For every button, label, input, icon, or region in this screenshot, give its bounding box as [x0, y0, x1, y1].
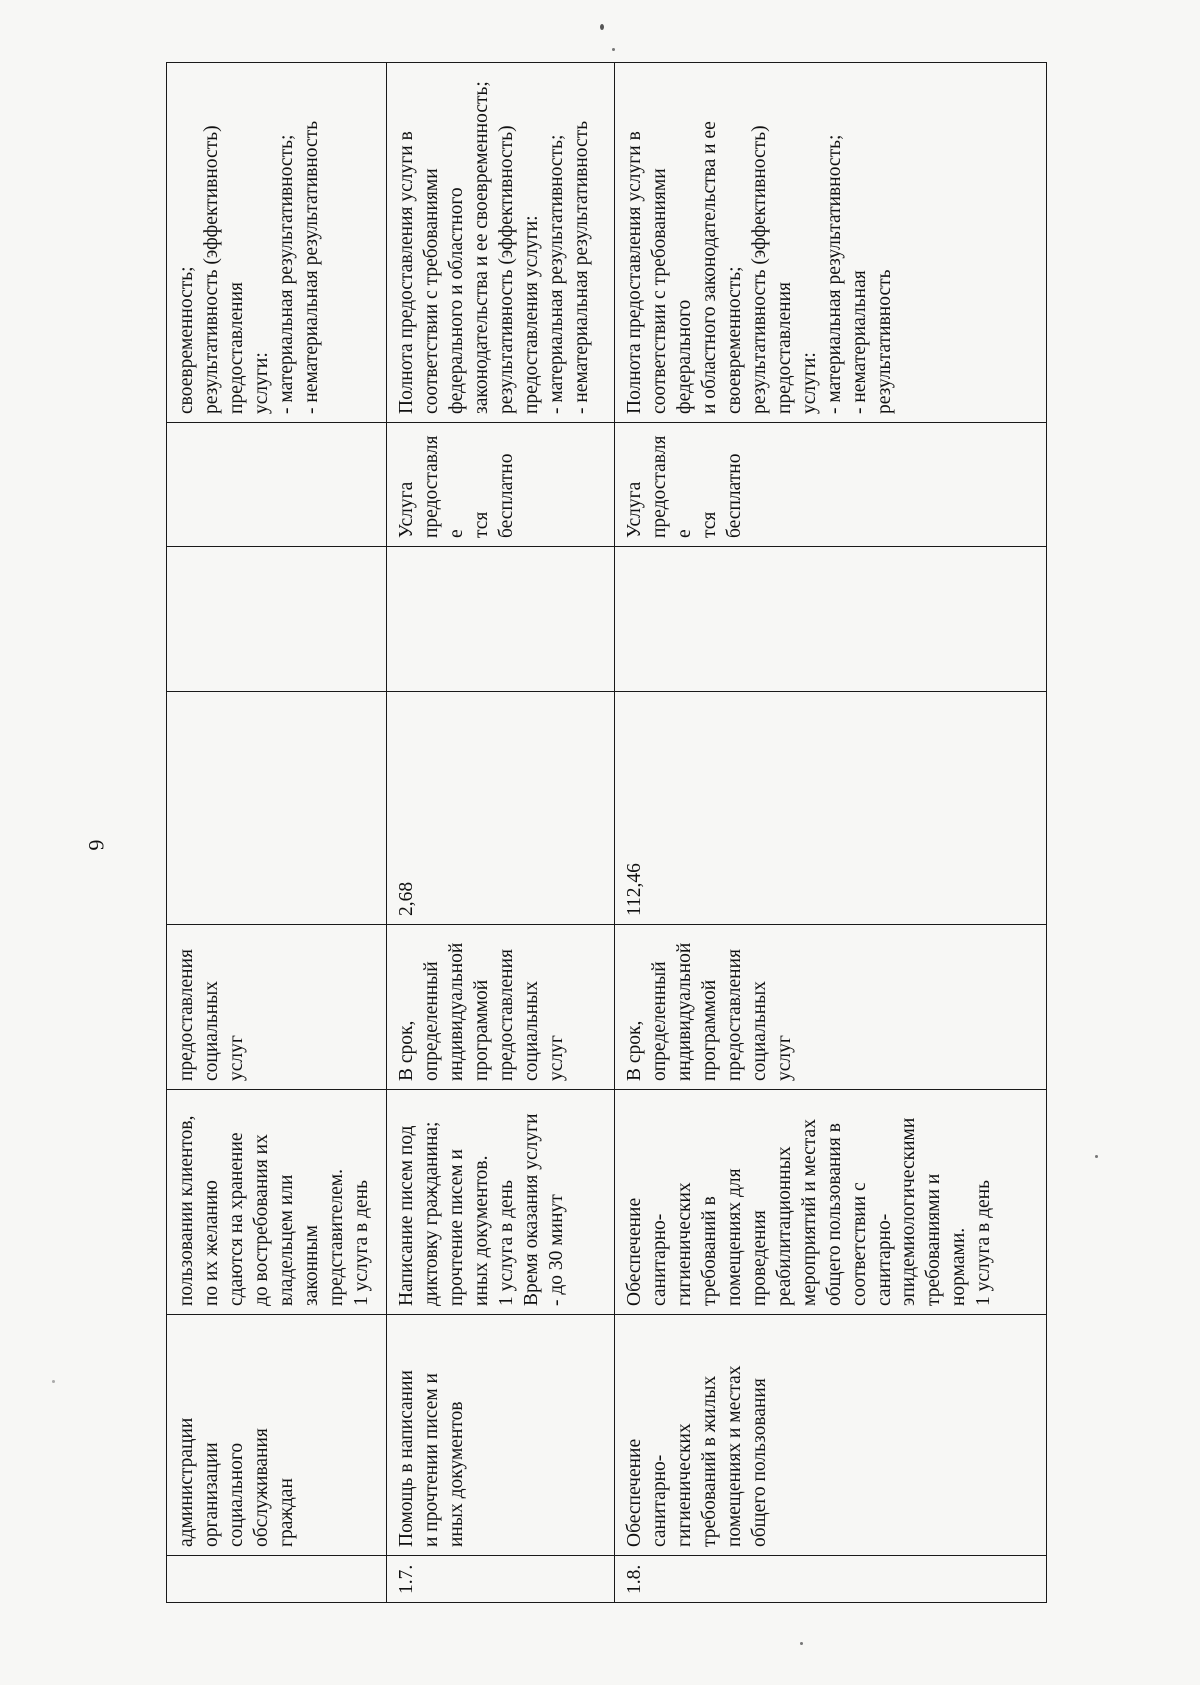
- service-term-cell: предоставления социальных услуг: [167, 925, 387, 1090]
- payment-cell: [167, 423, 387, 547]
- scan-speck: [52, 1380, 55, 1383]
- scan-speck: [1095, 1155, 1098, 1158]
- service-term-cell: В срок, определенный индивидуальной программой предоставления социальных услуг: [387, 925, 615, 1090]
- table-row: [167, 63, 387, 1603]
- service-name-cell: Обеспечение санитарно- гигиенических требований в жилых помещениях и местах общего пользования: [615, 1315, 1047, 1556]
- service-name-cell: администрации организации социального обслуживания граждан: [167, 1315, 387, 1556]
- payment-cell: Услуга предоставляе тся бесплатно: [387, 423, 615, 547]
- table-row: [615, 63, 1047, 1603]
- quality-indicators-cell: Полнота предоставления услуги в соответствии с требованиями федерального и областного законодательства и ее своевременность; результативность (эффективность) предоставления услуги: - материальная результативность; - нематериальная результативность: [387, 63, 615, 423]
- table-row: [387, 63, 615, 1603]
- blank-cell: [615, 547, 1047, 692]
- payment-cell: Услуга предоставляе тся бесплатно: [615, 423, 1047, 547]
- services-table: [166, 62, 1047, 1603]
- row-number-cell: [167, 1556, 387, 1603]
- blank-cell: [167, 547, 387, 692]
- service-content-cell: Обеспечение санитарно- гигиенических требований в помещениях для проведения реабилитационных мероприятий и местах общего пользования в соответствии с санитарно- эпидемиологическими требованиями и нормами. 1 услуга в день: [615, 1090, 1047, 1315]
- rotated-table-container: [166, 63, 1046, 1603]
- service-content-cell: Написание писем под диктовку гражданина; прочтение писем и иных документов. 1 услуга в день Время оказания услуги - до 30 минут: [387, 1090, 615, 1315]
- price-cell: 112,46: [615, 692, 1047, 925]
- service-content-cell: пользовании клиентов, по их желанию сдаются на хранение до востребования их владельцем или законным представителем. 1 услуга в день: [167, 1090, 387, 1315]
- quality-indicators-cell: своевременность; результативность (эффективность) предоставления услуги: - материальная результативность; - нематериальная результативность: [167, 63, 387, 423]
- service-term-cell: В срок, определенный индивидуальной программой предоставления социальных услуг: [615, 925, 1047, 1090]
- blank-cell: [387, 547, 615, 692]
- row-number-cell: 1.7.: [387, 1556, 615, 1603]
- scan-speck: [800, 1642, 803, 1645]
- price-cell: 2,68: [387, 692, 615, 925]
- scan-speck: [600, 24, 604, 30]
- quality-indicators-cell: Полнота предоставления услуги в соответствии с требованиями федерального и областного законодательства и ее своевременность; результативность (эффективность) предоставления услуги: - материальная результативность; - нематериальная результативность: [615, 63, 1047, 423]
- service-name-cell: Помощь в написании и прочтении писем и иных документов: [387, 1315, 615, 1556]
- row-number-cell: 1.8.: [615, 1556, 1047, 1603]
- scan-speck: [612, 48, 615, 51]
- price-cell: [167, 692, 387, 925]
- page-number: 6: [84, 839, 109, 851]
